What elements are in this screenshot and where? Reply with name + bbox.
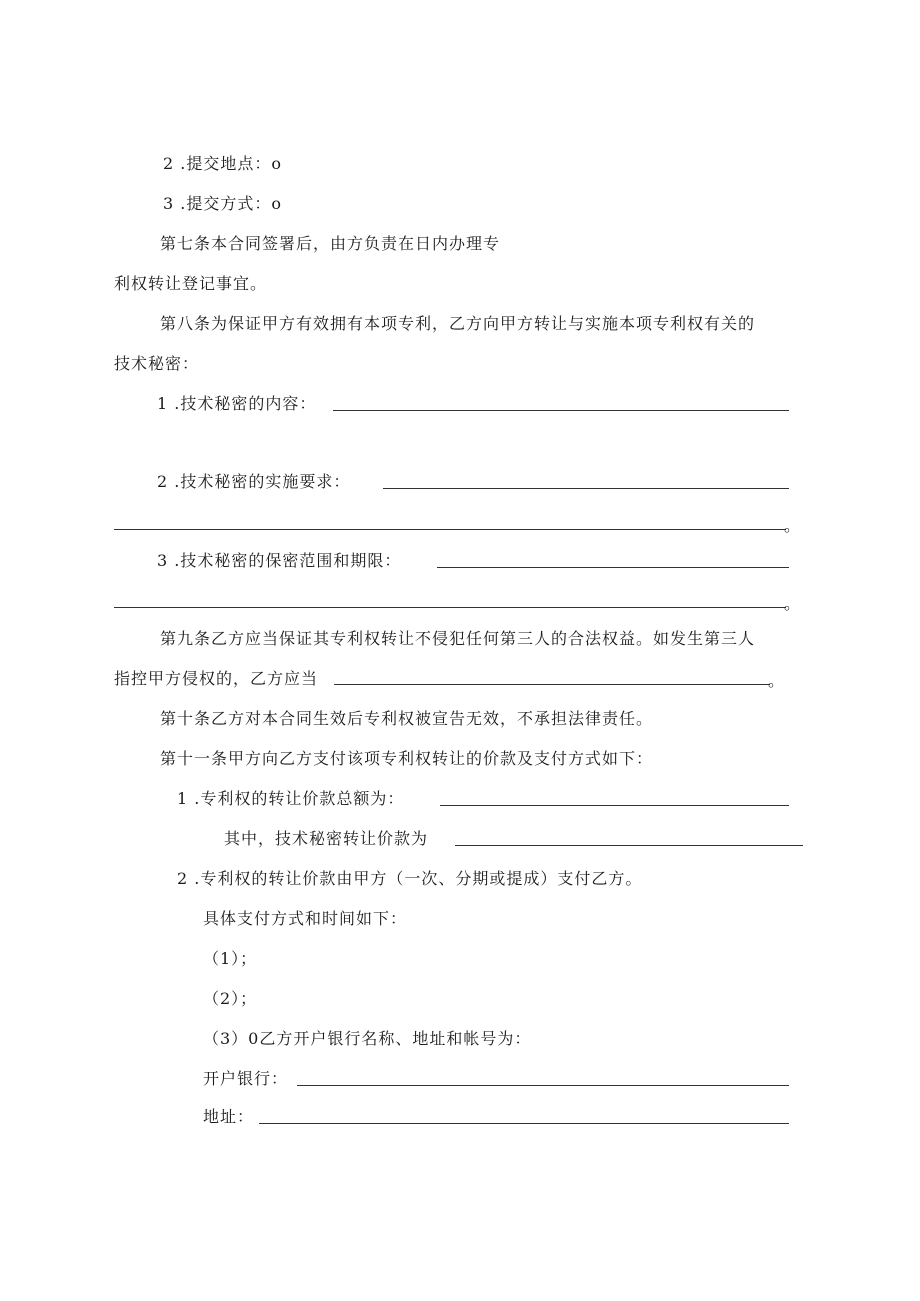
secret-implementation-blank-continued[interactable] bbox=[114, 529, 786, 530]
secret-content-blank[interactable] bbox=[333, 410, 789, 411]
secret-scope-blank-continued[interactable] bbox=[114, 607, 786, 608]
secret-price-blank[interactable] bbox=[455, 845, 803, 846]
item-submit-method: 3 .提交方式：o bbox=[163, 194, 282, 213]
article-9-line-2: 指控甲方侵权的，乙方应当 bbox=[114, 669, 319, 688]
secret-scope-label: 3 .技术秘密的保密范围和期限： bbox=[157, 551, 402, 570]
bank-name-label: 开户银行： bbox=[203, 1069, 289, 1088]
party-b-obligation-blank[interactable] bbox=[334, 684, 770, 685]
article-7-line-2: 利权转让登记事宜。 bbox=[114, 274, 268, 293]
payment-item-1: （1）； bbox=[203, 949, 258, 968]
bank-name-blank[interactable] bbox=[297, 1085, 789, 1086]
article-8-line-2: 技术秘密： bbox=[114, 354, 200, 373]
article-10: 第十条乙方对本合同生效后专利权被宣告无效，不承担法律责任。 bbox=[160, 709, 654, 728]
article-9-line-1: 第九条乙方应当保证其专利权转让不侵犯任何第三人的合法权益。如发生第三人 bbox=[160, 629, 756, 648]
secret-content-label: 1 .技术秘密的内容： bbox=[157, 394, 317, 413]
secret-implementation-blank[interactable] bbox=[383, 488, 789, 489]
full-stop: 。 bbox=[784, 516, 801, 535]
bank-address-label: 地址： bbox=[203, 1107, 255, 1126]
article-7-line-1: 第七条本合同签署后，由方负责在日内办理专 bbox=[160, 234, 501, 253]
article-8-line-1: 第八条为保证甲方有效拥有本项专利，乙方向甲方转让与实施本项专利权有关的 bbox=[160, 314, 756, 333]
full-stop: 。 bbox=[784, 594, 801, 613]
payment-schedule-intro: 具体支付方式和时间如下： bbox=[203, 909, 408, 928]
payment-item-3: （3）0乙方开户银行名称、地址和帐号为： bbox=[203, 1029, 532, 1048]
secret-scope-blank[interactable] bbox=[437, 567, 789, 568]
secret-implementation-label: 2 .技术秘密的实施要求： bbox=[157, 472, 351, 491]
payment-item-2: （2）； bbox=[203, 989, 258, 1008]
total-price-label: 1 .专利权的转让价款总额为： bbox=[177, 789, 405, 808]
payment-method-clause: 2 .专利权的转让价款由甲方（一次、分期或提成）支付乙方。 bbox=[177, 869, 643, 888]
full-stop: 。 bbox=[768, 671, 785, 690]
secret-price-label: 其中，技术秘密转让价款为 bbox=[224, 829, 429, 848]
total-price-blank[interactable] bbox=[440, 805, 789, 806]
bank-address-blank[interactable] bbox=[259, 1123, 789, 1124]
article-11: 第十一条甲方向乙方支付该项专利权转让的价款及支付方式如下： bbox=[160, 749, 654, 768]
item-submit-location: 2 .提交地点：o bbox=[163, 154, 282, 173]
